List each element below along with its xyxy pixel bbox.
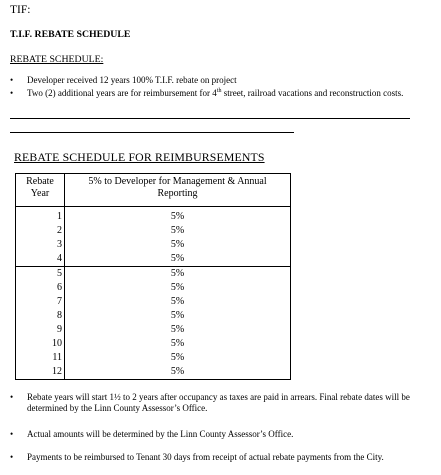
bottom-bullet-text: Actual amounts will be determined by the Linn County Assessor’s Office. [27,429,294,439]
cell-year: 12 [16,365,65,380]
table-row [16,267,291,282]
cell-year: 1 [16,207,65,225]
table-row [16,281,291,295]
table-row [16,309,291,323]
cell-percent: 5% [65,365,291,380]
table-row [16,323,291,337]
cell-year: 10 [16,337,65,351]
table-row [16,238,291,252]
rebate-schedule-table [15,173,291,380]
horizontal-rule [10,118,410,119]
bullet-marker: • [10,75,14,85]
cell-percent: 5% [65,295,291,309]
cell-year: 7 [16,295,65,309]
bullet-marker: • [10,392,14,402]
bullet-marker: • [10,429,14,439]
header-developer-percent: 5% to Developer for Management & Annual Reporting [65,174,291,207]
table-header-row [16,174,291,207]
bullet-marker: • [10,88,14,98]
cell-percent: 5% [65,238,291,252]
bullet-text-part: Two (2) additional years are for reimbursement for 4 [27,88,217,98]
superscript-ordinal: th [216,88,222,94]
header-rebate-year: Rebate Year [16,174,65,207]
bullet-text-part: street, railroad vacations and reconstruction costs. [221,88,404,98]
table-row [16,224,291,238]
bullet-marker: • [10,452,14,462]
cell-percent: 5% [65,281,291,295]
top-bullet-text [27,88,422,98]
table-row [16,207,291,225]
cell-year: 6 [16,281,65,295]
cell-percent: 5% [65,337,291,351]
cell-percent: 5% [65,252,291,267]
cell-year: 4 [16,252,65,267]
document-label: TIF: [10,4,31,16]
cell-year: 5 [16,267,65,282]
cell-percent: 5% [65,309,291,323]
table-row [16,295,291,309]
table-row [16,252,291,267]
section-heading: REBATE SCHEDULE: [10,54,104,65]
bottom-bullet-text: Rebate years will start 1½ to 2 years after occupancy as taxes are paid in arrears. Final rebate dates will be determined by the Linn County Assessor’s Office. [27,392,410,413]
table-title: REBATE SCHEDULE FOR REIMBURSEMENTS [14,150,265,164]
cell-percent: 5% [65,323,291,337]
cell-percent: 5% [65,267,291,282]
cell-percent: 5% [65,351,291,365]
bottom-bullet-text: Payments to be reimbursed to Tenant 30 days from receipt of actual rebate payments from the City. [27,452,384,462]
cell-year: 3 [16,238,65,252]
top-bullet-text: Developer received 12 years 100% T.I.F. rebate on project [27,75,237,85]
cell-year: 11 [16,351,65,365]
table-row [16,337,291,351]
table-row [16,351,291,365]
cell-year: 8 [16,309,65,323]
table-row [16,365,291,380]
horizontal-rule [10,132,294,133]
cell-percent: 5% [65,207,291,225]
cell-percent: 5% [65,224,291,238]
document-heading: T.I.F. REBATE SCHEDULE [10,29,131,40]
cell-year: 9 [16,323,65,337]
cell-year: 2 [16,224,65,238]
